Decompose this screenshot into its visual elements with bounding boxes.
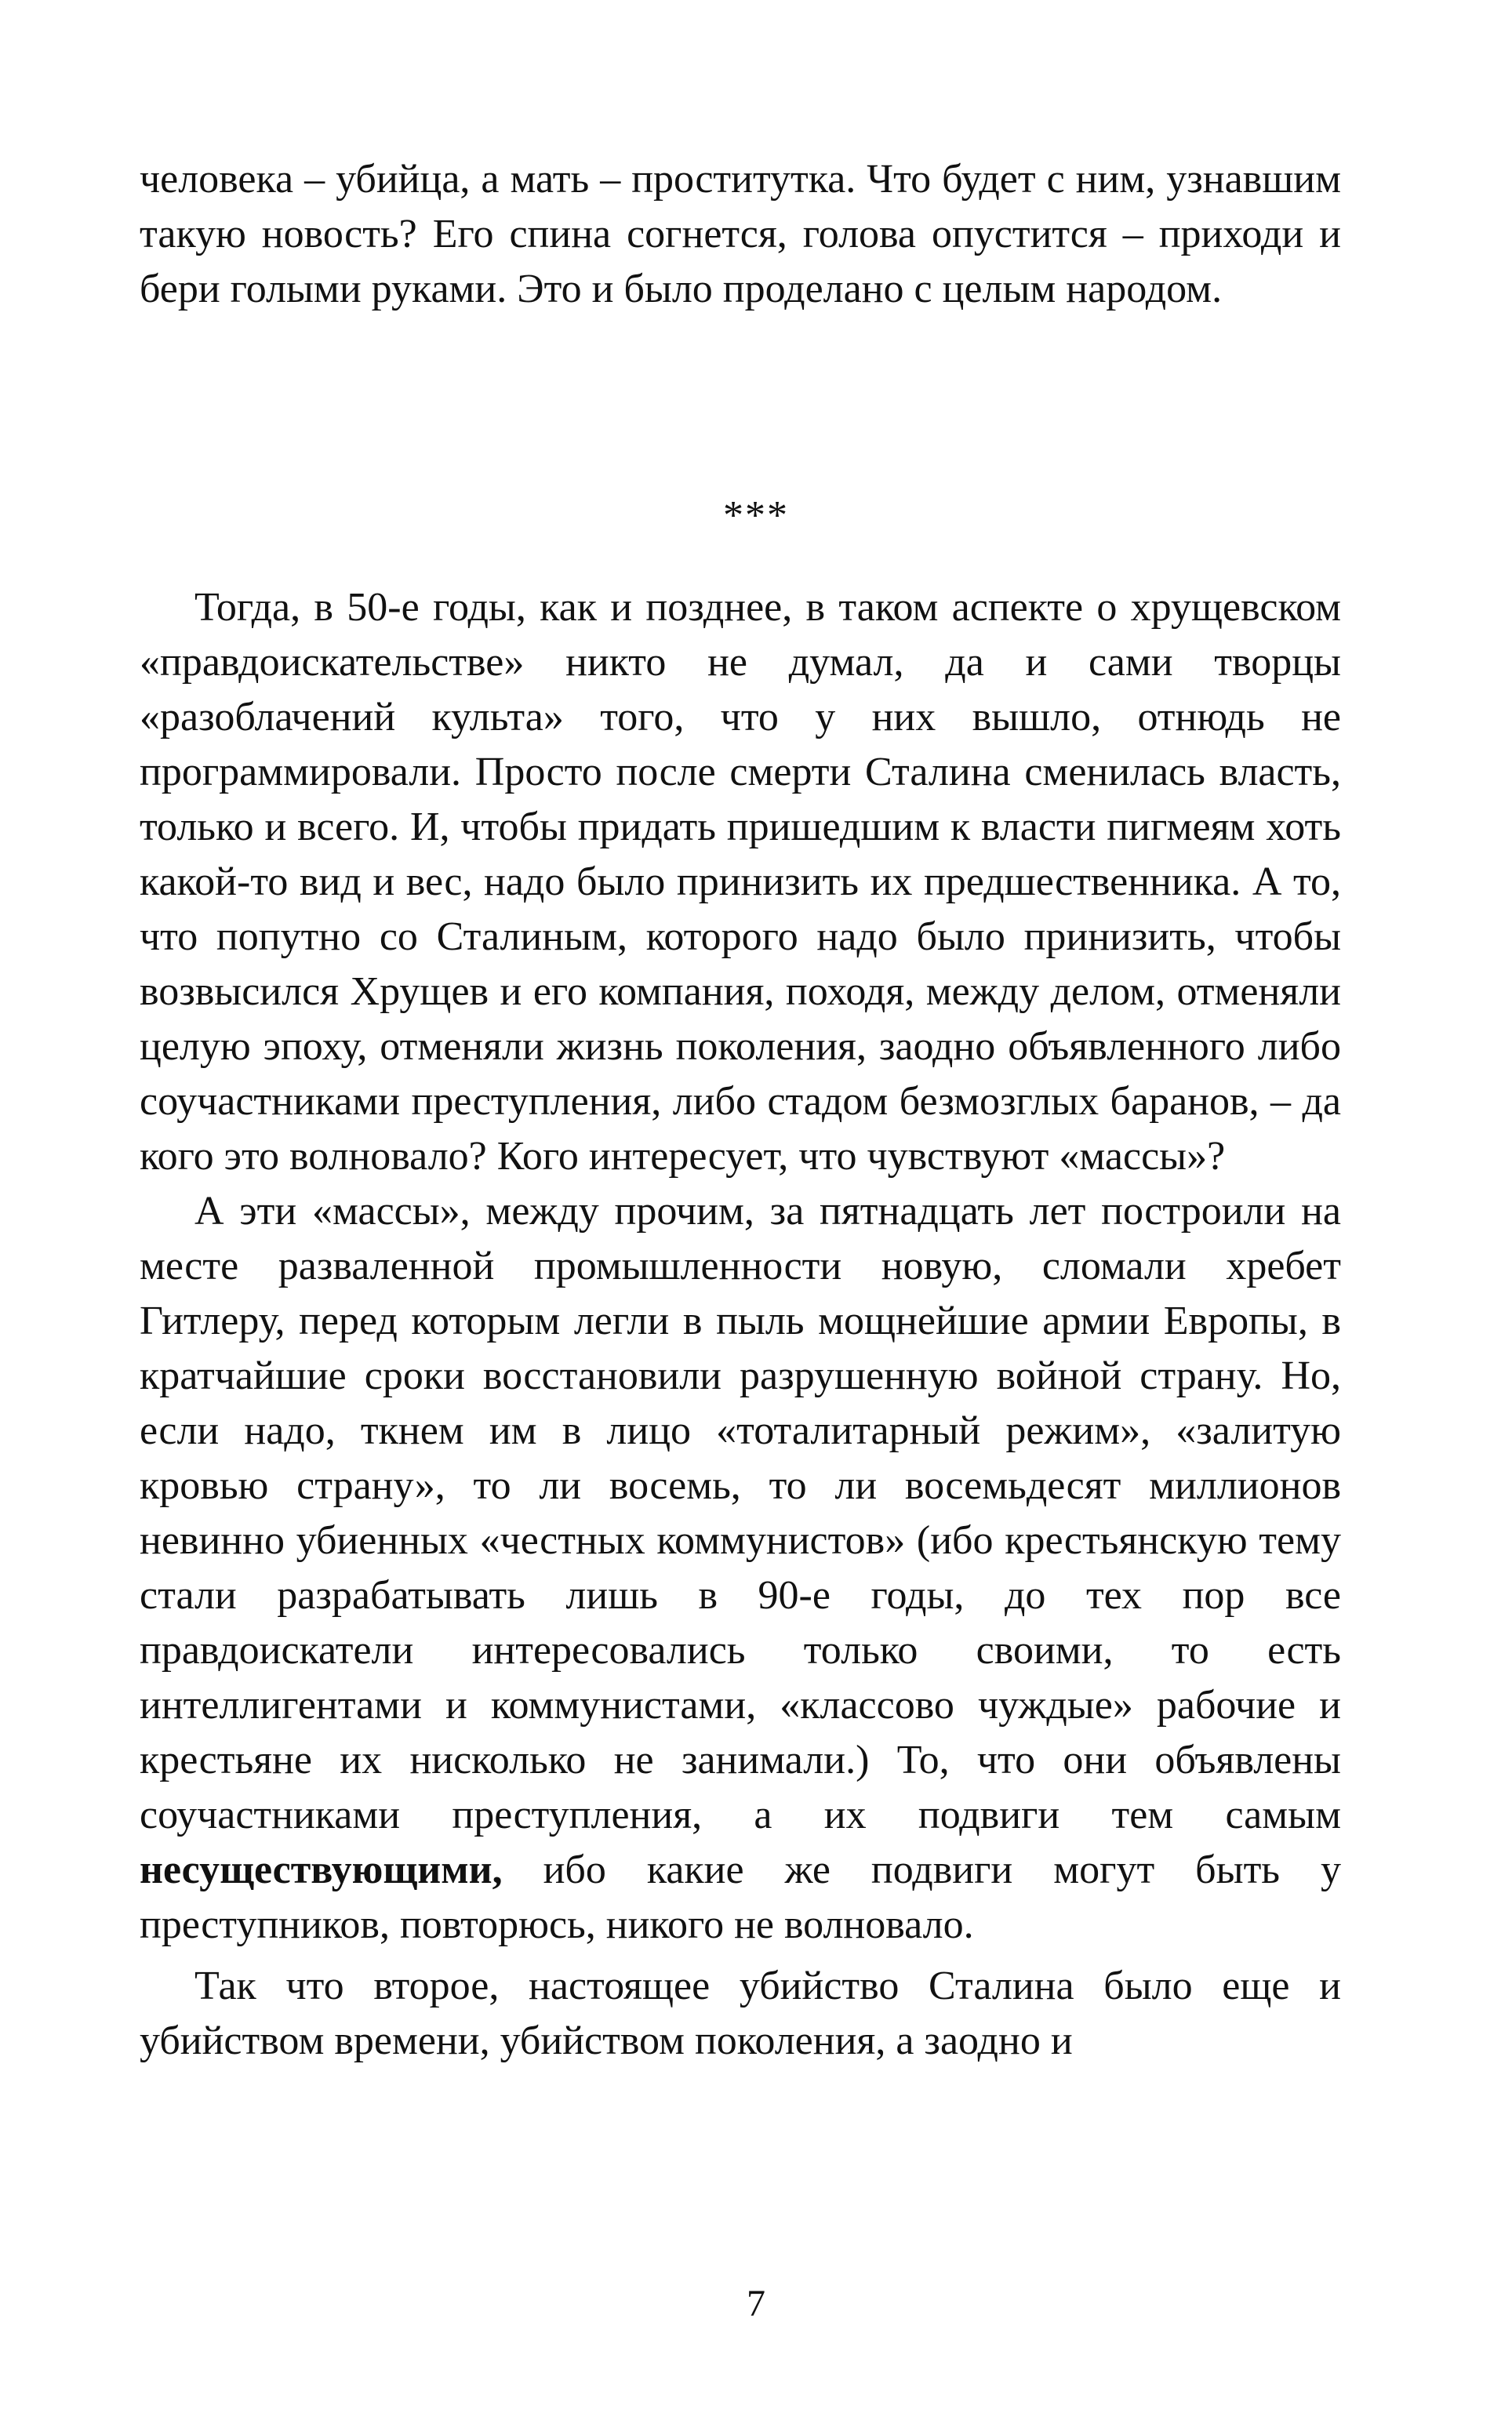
- page-number: 7: [747, 2283, 765, 2324]
- paragraph-2-text-end: ибо какие же подвиги могут быть у преступников, повторюсь, никого не волновало.: [140, 1848, 1341, 1947]
- opening-text-block: [140, 152, 1341, 317]
- section-separator: ***: [723, 493, 789, 538]
- paragraph-2-text-start: А эти «массы», между прочим, за пятнадцать лет построили на месте разваленной промышленности новую, сломали хребет Гитлеру, перед которым легли в пыль мощнейшие армии Европы, в кратчайшие сроки восстановили разрушенную войной страну. Но, если надо, ткнем им в лицо «тоталитарный режим», «залитую кровью страну», то ли восемь, то ли восемьдесят миллионов невинно убиенных «честных коммунистов» (ибо крестьянскую тему стали разрабатывать лишь в 90-е годы, до тех пор все правдоискатели интересовались только своими, то есть интеллигентами и коммунистами, «классово чуждые» рабочие и крестьяне их нисколько не занимали.) То, что они объявлены соучастниками преступления, а их подвиги тем самым: [140, 1189, 1341, 1837]
- main-text-block: [140, 580, 1341, 2069]
- paragraph-1: Тогда, в 50-е годы, как и позднее, в таком аспекте о хрущевском «правдоискательстве» никто не думал, да и сами творцы «разоблачений культа» того, что у них вышло, отнюдь не программировали. Просто после смерти Сталина сменилась власть, только и всего. И, чтобы придать пришедшим к власти пигмеям хоть какой-то вид и вес, надо было принизить их предшественника. А то, что попутно со Сталиным, которого надо было принизить, чтобы возвысился Хрущев и его компания, походя, между делом, отменяли целую эпоху, отменяли жизнь поколения, заодно объявленного либо соучастниками преступления, либо стадом безмозглых баранов, – да кого это волновало? Кого интересует, что чувствуют «массы»?: [140, 585, 1341, 1179]
- paragraph-2: [140, 1184, 1341, 1953]
- opening-paragraph: человека – убийца, а мать – проститутка. Что будет с ним, узнавшим такую новость? Его спина согнется, голова опустится – приходи и бери голыми руками. Это и было проделано с целым народом.: [140, 157, 1341, 311]
- paragraph-3: Так что второе, настоящее убийство Сталина было еще и убийством времени, убийством поколения, а заодно и: [140, 1964, 1341, 2063]
- bold-emphasis: несуществующими,: [140, 1848, 503, 1892]
